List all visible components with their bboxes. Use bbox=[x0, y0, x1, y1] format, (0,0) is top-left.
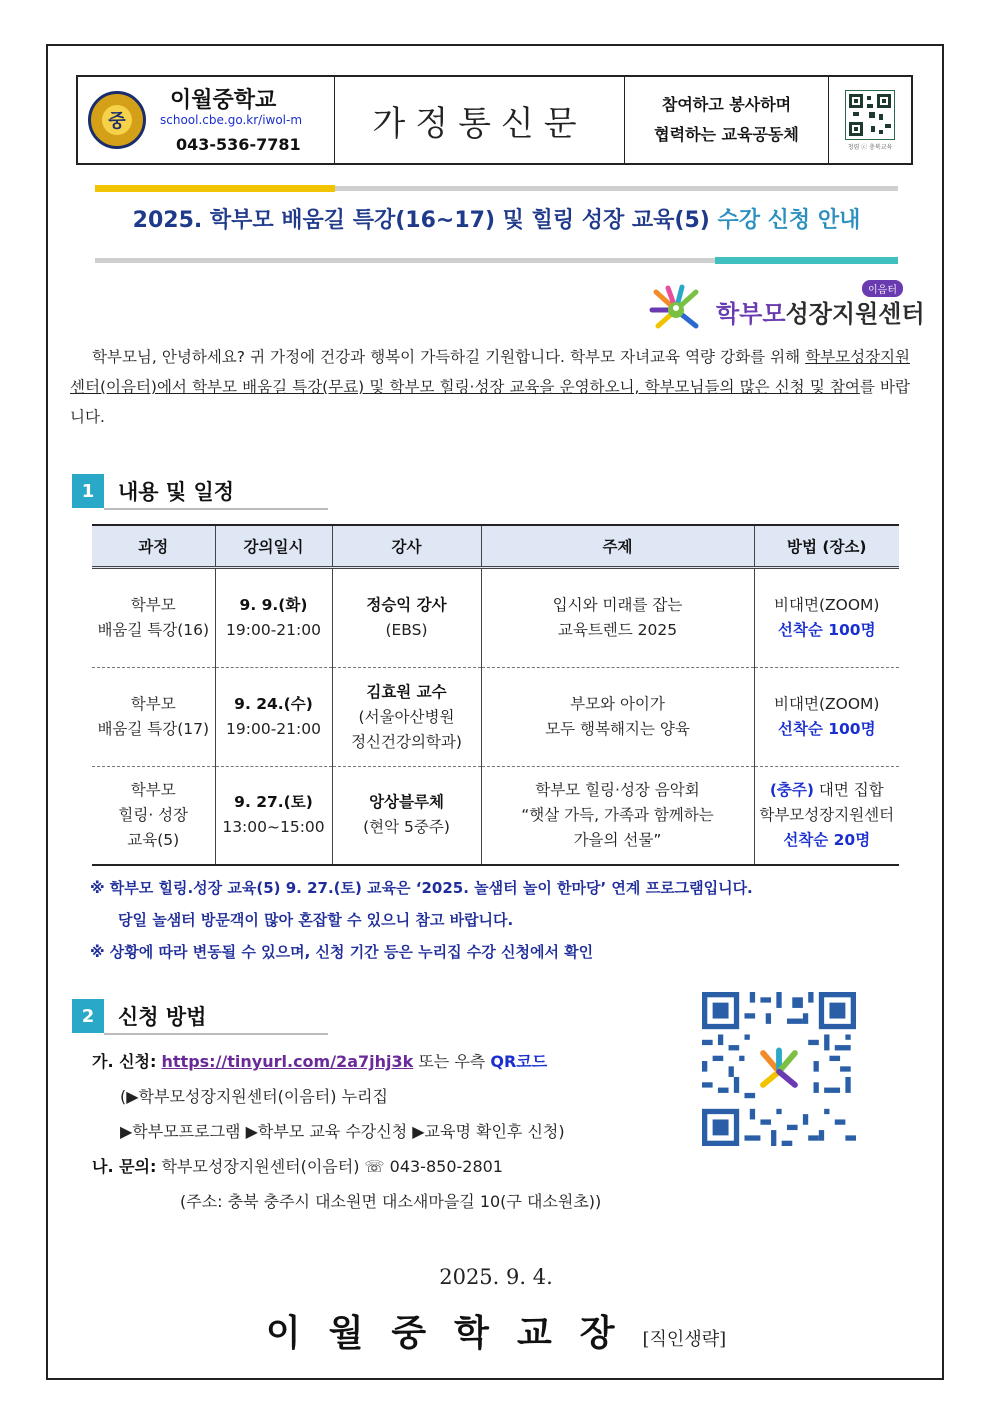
section-2-underline bbox=[104, 1033, 328, 1035]
school-url[interactable]: school.cbe.go.kr/iwol-m bbox=[160, 113, 303, 127]
cell-lecturer bbox=[332, 568, 481, 668]
method-type: 대면 집합 bbox=[813, 780, 884, 799]
topic-line: 입시와 미래를 잡는 bbox=[552, 596, 683, 614]
course-line: 학부모 bbox=[130, 780, 176, 799]
inquiry-line bbox=[92, 1149, 601, 1184]
cell-topic bbox=[481, 568, 754, 668]
inquiry-key: 나. 문의: bbox=[92, 1157, 157, 1176]
header-course: 과정 bbox=[92, 525, 215, 568]
intro-lead: 학부모님, 안녕하세요? 귀 가정에 건강과 행복이 가득하길 기원합니다. 학부모 자녀교육 역량 강화를 위해 bbox=[92, 348, 806, 366]
school-phone: 043-536-7781 bbox=[176, 135, 301, 154]
lecturer-name: 앙상블루체 bbox=[369, 793, 444, 812]
qr-caption: 청렴 ⓒ 충북교육 bbox=[847, 143, 893, 151]
table-row bbox=[92, 568, 899, 668]
cell-topic bbox=[481, 668, 754, 767]
intro-underlined: 학부모성장지원센터(이음터)에서 학부모 배움길 특강(무료) 및 학부모 힐링·성장 교육을 운영하오니, 학부모님들의 많은 신청 및 참여 bbox=[70, 348, 910, 396]
topic-line: “햇살 가득, 가족과 함께하는 bbox=[521, 805, 714, 824]
method-region: (충주) bbox=[769, 780, 814, 799]
topic-line: 부모와 아이가 bbox=[570, 695, 665, 713]
cell-course bbox=[92, 767, 215, 865]
section-1-underline bbox=[104, 508, 328, 510]
cell-datetime bbox=[215, 568, 332, 668]
school-emblem-icon bbox=[88, 91, 146, 149]
center-logo-text bbox=[716, 294, 925, 329]
cell-course bbox=[92, 668, 215, 767]
topic-line: 가을의 선물” bbox=[573, 830, 662, 849]
center-logo-part2: 성장지원센터 bbox=[785, 300, 925, 328]
course-line: 배움길 특강(16) bbox=[97, 621, 210, 639]
note-line-1: ※ 학부모 힐링.성장 교육(5) 9. 27.(토) 교육은 ‘2025. 놀샘터 놀이 한마당’ 연계 프로그램입니다. bbox=[90, 879, 753, 897]
apply-line bbox=[92, 1044, 601, 1079]
lecturer-name: 김효원 교수 bbox=[366, 682, 447, 701]
course-line: 배움길 특강(17) bbox=[97, 720, 210, 738]
stamp-note: [직인생략] bbox=[642, 1329, 727, 1350]
cell-datetime bbox=[215, 668, 332, 767]
apply-key: 가. 신청: bbox=[92, 1052, 157, 1071]
capacity: 선착순 100명 bbox=[777, 621, 876, 639]
letter-header bbox=[76, 75, 913, 165]
lecturer-affiliation: (EBS) bbox=[385, 621, 428, 639]
capacity: 선착순 20명 bbox=[783, 830, 871, 849]
section-1-number: 1 bbox=[72, 474, 104, 508]
center-logo-part1: 학부모 bbox=[716, 300, 786, 328]
method-line: 비대면(ZOOM) bbox=[774, 695, 880, 713]
lecturer-affiliation: (현악 5중주) bbox=[363, 818, 450, 837]
inquiry-text: 학부모성장지원센터(이음터) ☏ 043-850-2801 bbox=[156, 1157, 503, 1176]
doc-type: 가정통신문 bbox=[372, 103, 587, 144]
cell-method bbox=[754, 668, 899, 767]
signer-name: 이월중학교장 bbox=[265, 1313, 643, 1354]
main-title bbox=[95, 203, 898, 234]
topic-line: 학부모 힐링·성장 음악회 bbox=[535, 780, 700, 799]
course-line: 힐링· 성장 bbox=[118, 805, 189, 824]
center-logo-badge: 이음터 bbox=[862, 280, 903, 297]
lecture-time: 19:00-21:00 bbox=[226, 621, 321, 639]
lecture-time: 19:00-21:00 bbox=[226, 720, 321, 738]
title-bar-yellow bbox=[95, 185, 335, 192]
section-1-label: 내용 및 일정 bbox=[118, 480, 235, 504]
small-qr-icon[interactable] bbox=[845, 90, 895, 140]
header-lecturer: 강사 bbox=[332, 525, 481, 568]
lecturer-name: 정승익 강사 bbox=[366, 596, 447, 614]
title-bar-gray-bottom bbox=[95, 258, 715, 263]
motto-line-2: 협력하는 교육공동체 bbox=[654, 125, 799, 144]
cell-method bbox=[754, 767, 899, 865]
section-2-number: 2 bbox=[72, 999, 104, 1033]
header-topic: 주제 bbox=[481, 525, 754, 568]
lecture-time: 13:00~15:00 bbox=[222, 818, 325, 837]
main-title-highlight: 수강 신청 안내 bbox=[717, 208, 861, 233]
section-1-header bbox=[72, 474, 234, 508]
lecturer-affiliation: (서울아산병원 bbox=[358, 707, 455, 726]
emblem-char: 중 bbox=[102, 105, 132, 135]
intro-tail: 를 바랍니다. bbox=[70, 378, 910, 426]
motto-cell bbox=[625, 77, 829, 163]
school-info bbox=[78, 77, 335, 163]
center-logo bbox=[646, 280, 926, 336]
note-line-2: 당일 놀샘터 방문객이 많아 혼잡할 수 있으니 참고 바랍니다. bbox=[118, 911, 514, 929]
header-datetime: 강의일시 bbox=[215, 525, 332, 568]
apply-mid: 또는 우측 bbox=[413, 1052, 491, 1071]
cell-lecturer bbox=[332, 767, 481, 865]
integrity-qr-cell bbox=[829, 77, 911, 163]
signature-line bbox=[0, 1305, 992, 1356]
schedule-table bbox=[92, 524, 899, 866]
address-line: (주소: 충북 충주시 대소원면 대소새마을길 10(구 대소원초)) bbox=[180, 1192, 602, 1211]
motto-line-1: 참여하고 봉사하며 bbox=[661, 95, 792, 114]
course-line: 학부모 bbox=[130, 596, 176, 614]
table-row bbox=[92, 767, 899, 865]
notes bbox=[90, 872, 910, 968]
course-line: 교육(5) bbox=[127, 830, 180, 849]
method-line: 비대면(ZOOM) bbox=[774, 596, 880, 614]
section-2-header bbox=[72, 999, 206, 1033]
doc-type-cell bbox=[335, 77, 625, 163]
school-name: 이월중학교 bbox=[170, 88, 277, 113]
lecture-date: 9. 9.(화) bbox=[239, 596, 308, 614]
apply-path-1: (▶학부모성장지원센터(이음터) 누리집 bbox=[120, 1087, 388, 1106]
capacity: 선착순 100명 bbox=[777, 720, 876, 738]
topic-line: 교육트렌드 2025 bbox=[557, 621, 678, 639]
course-line: 학부모 bbox=[130, 695, 176, 713]
table-header-row bbox=[92, 525, 899, 568]
lecture-date: 9. 24.(수) bbox=[234, 695, 313, 713]
section-2-label: 신청 방법 bbox=[118, 1005, 207, 1029]
title-bar-gray bbox=[335, 186, 898, 191]
apply-qr-ref: QR코드 bbox=[490, 1052, 548, 1071]
cell-method bbox=[754, 568, 899, 668]
issue-date: 2025. 9. 4. bbox=[439, 1265, 553, 1289]
apply-info bbox=[92, 1044, 601, 1219]
lecturer-affiliation: 정신건강의학과) bbox=[351, 732, 462, 751]
center-logo-icon bbox=[646, 284, 708, 334]
header-method: 방법 (장소) bbox=[754, 525, 899, 568]
topic-line: 모두 행복해지는 양육 bbox=[545, 720, 690, 738]
cell-datetime bbox=[215, 767, 332, 865]
note-line-3: ※ 상황에 따라 변동될 수 있으며, 신청 기간 등은 누리집 수강 신청에서 확인 bbox=[90, 943, 594, 961]
cell-topic bbox=[481, 767, 754, 865]
apply-link[interactable]: https://tinyurl.com/2a7jhj3k bbox=[161, 1052, 414, 1071]
title-bar-cyan bbox=[715, 257, 898, 264]
method-line bbox=[756, 778, 899, 803]
table-row bbox=[92, 668, 899, 767]
cell-course bbox=[92, 568, 215, 668]
main-title-text: 2025. 학부모 배움길 특강(16~17) 및 힐링 성장 교육(5) bbox=[132, 208, 710, 233]
method-place: 학부모성장지원센터 bbox=[759, 805, 895, 824]
apply-qr-code-icon[interactable] bbox=[702, 992, 856, 1146]
lecture-date: 9. 27.(토) bbox=[234, 793, 313, 812]
apply-path-2: ▶학부모프로그램 ▶학부모 교육 수강신청 ▶교육명 확인후 신청) bbox=[120, 1122, 565, 1141]
intro-paragraph bbox=[70, 342, 910, 432]
cell-lecturer bbox=[332, 668, 481, 767]
